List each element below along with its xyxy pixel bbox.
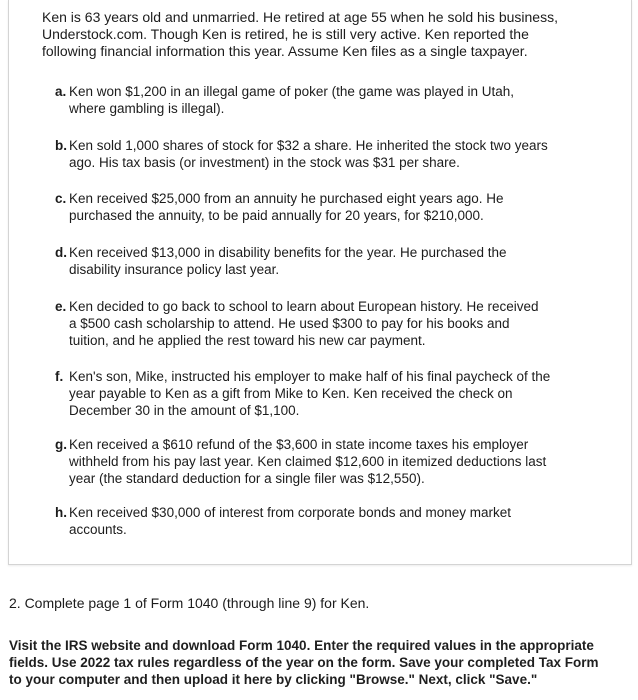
item-line: withheld from his pay last year. Ken claimed $12,600 in itemized deductions last [69, 454, 547, 469]
item-letter: b. [55, 138, 67, 153]
item-line: Ken received $30,000 of interest from corporate bonds and money market [69, 505, 511, 520]
instructions-line: to your computer and then upload it here by clicking "Browse." Next, click "Save." [9, 672, 538, 687]
item-line: Ken received a $610 refund of the $3,600 in state income taxes his employer [69, 437, 529, 452]
item-letter: f. [55, 369, 64, 384]
item-letter: g. [55, 437, 67, 452]
item-line: Ken decided to go back to school to learn about European history. He received [69, 299, 539, 314]
item-line: Ken won $1,200 in an illegal game of poker (the game was played in Utah, [69, 84, 515, 99]
instructions-line: Visit the IRS website and download Form 1040. Enter the required values in the appropriate [9, 638, 594, 653]
item-line: a $500 cash scholarship to attend. He used $300 to pay for his books and [69, 316, 510, 331]
item-line: Ken sold 1,000 shares of stock for $32 a share. He inherited the stock two years [69, 138, 548, 153]
item-line: tuition, and he applied the rest toward his new car payment. [69, 333, 426, 348]
item-line: Ken's son, Mike, instructed his employer to make half of his final paycheck of the [69, 369, 551, 384]
item-line: Ken received $25,000 from an annuity he purchased eight years ago. He [69, 191, 504, 206]
item-line: ago. His tax basis (or investment) in the stock was $31 per share. [69, 155, 460, 170]
intro-line: Ken is 63 years old and unmarried. He retired at age 55 when he sold his business, [42, 9, 558, 25]
intro-paragraph [42, 9, 622, 60]
item-letter: c. [55, 191, 67, 206]
item-letter: h. [55, 505, 67, 520]
item-line: year payable to Ken as a gift from Mike to Ken. Ken received the check on [69, 386, 513, 401]
item-b [55, 137, 620, 171]
item-c [55, 190, 620, 224]
item-f [55, 368, 620, 419]
question-2: 2. Complete page 1 of Form 1040 (through line 9) for Ken. [9, 595, 370, 611]
item-line: Ken received $13,000 in disability benefits for the year. He purchased the [69, 245, 507, 260]
item-line: disability insurance policy last year. [69, 262, 280, 277]
item-line: accounts. [69, 522, 127, 537]
intro-line: following financial information this year. Assume Ken files as a single taxpayer. [42, 43, 528, 59]
instructions-paragraph [9, 637, 629, 688]
item-letter: e. [55, 299, 67, 314]
problem-box [8, 0, 632, 565]
intro-line: Understock.com. Though Ken is retired, he is still very active. Ken reported the [42, 26, 529, 42]
item-e [55, 298, 620, 349]
item-line: purchased the annuity, to be paid annually for 20 years, for $210,000. [69, 208, 484, 223]
instructions-line: fields. Use 2022 tax rules regardless of the year on the form. Save your completed Tax Form [9, 655, 599, 670]
item-h [55, 504, 620, 538]
item-letter: a. [55, 84, 67, 99]
item-letter: d. [55, 245, 67, 260]
item-d [55, 244, 620, 278]
item-a [55, 83, 620, 117]
item-line: where gambling is illegal). [69, 101, 225, 116]
item-line: December 30 in the amount of $1,100. [69, 403, 300, 418]
item-line: year (the standard deduction for a single filer was $12,550). [69, 471, 425, 486]
item-g [55, 436, 620, 487]
